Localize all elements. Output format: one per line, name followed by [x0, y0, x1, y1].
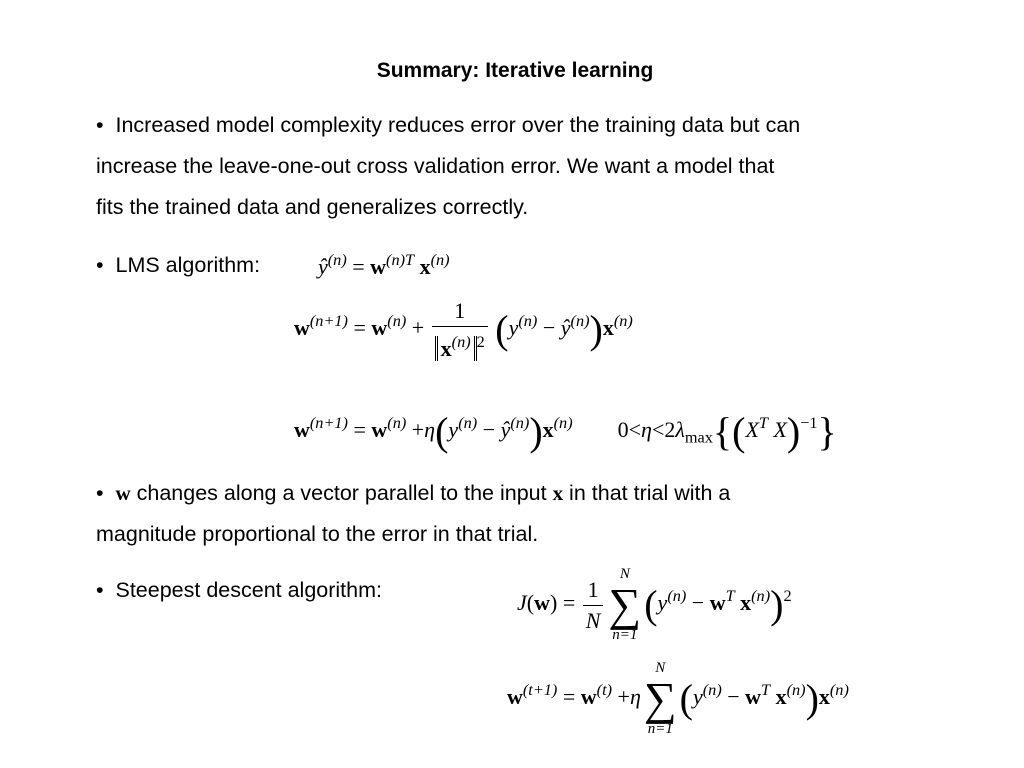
steepest-descent-label: Steepest descent algorithm:	[115, 578, 382, 602]
superscript: (n)	[451, 332, 471, 351]
eta-symbol: η	[424, 417, 436, 443]
superscript: (n)	[510, 413, 530, 433]
sigma-symbol: ∑	[608, 579, 642, 630]
superscript: (n+1)	[309, 311, 348, 331]
lambda-symbol: λ	[675, 417, 685, 443]
subscript: max	[684, 427, 713, 447]
less-than-sign: <	[651, 417, 665, 443]
bullet-marker: •	[96, 253, 104, 277]
lms-label: LMS algorithm:	[115, 253, 261, 277]
superscript: (n)	[829, 680, 849, 700]
superscript: (n)	[786, 680, 806, 700]
bullet-3-text: changes along a vector parallel to the input	[130, 481, 553, 505]
superscript: 2	[783, 586, 792, 606]
left-paren: (	[495, 306, 509, 352]
bullet-marker: •	[96, 113, 104, 137]
denominator: N	[583, 605, 604, 636]
bullet-1-text-line-1: Increased model complexity reduces error over the training data but can	[115, 113, 801, 137]
X-matrix: X	[745, 417, 759, 443]
X-matrix: X	[773, 417, 787, 443]
w-vector: w	[371, 417, 388, 443]
y-symbol: y	[448, 417, 459, 443]
right-paren: )	[549, 590, 558, 616]
right-brace: }	[817, 409, 837, 454]
equals-sign: =	[352, 253, 365, 279]
superscript: (n)	[430, 250, 450, 269]
w-vector: w	[294, 417, 310, 443]
x-vector: x	[552, 481, 564, 505]
x-vector: x	[419, 253, 431, 279]
bullet-1-line-2: increase the leave-one-out cross validation error. We want a model that	[96, 154, 775, 178]
x-vector: x	[602, 315, 614, 341]
w-vector: w	[507, 684, 523, 710]
equation-steepest-descent-update	[507, 660, 849, 738]
y-symbol: y	[693, 684, 703, 710]
w-vector: w	[371, 315, 388, 341]
x-vector: x	[775, 684, 787, 710]
equation-cost-function	[517, 566, 792, 644]
w-vector: w	[370, 253, 387, 279]
minus-sign: −	[691, 590, 705, 616]
superscript: (n)	[553, 413, 573, 433]
w-vector: w	[745, 684, 762, 710]
left-paren: (	[435, 409, 449, 454]
right-paren: )	[589, 306, 603, 352]
w-vector: w	[534, 590, 550, 616]
plus-sign: +	[411, 417, 425, 443]
eta-symbol: η	[629, 684, 641, 710]
superscript: (n)	[387, 413, 407, 433]
superscript: T	[758, 413, 768, 433]
equals-sign: =	[353, 315, 366, 341]
superscript: (n)	[327, 250, 347, 269]
J-symbol: J	[517, 590, 527, 616]
superscript: (n)	[613, 311, 633, 331]
left-paren: (	[526, 590, 535, 616]
yhat-symbol: ŷ	[318, 253, 328, 279]
bullet-3-line-1	[96, 473, 730, 514]
superscript: (n)	[751, 586, 771, 606]
left-paren: (	[679, 676, 693, 721]
y-symbol: y	[508, 315, 519, 341]
numerator: 1	[454, 298, 466, 323]
minus-sign: −	[727, 684, 740, 710]
w-vector: w	[580, 684, 597, 710]
fraction	[583, 575, 604, 636]
x-vector: x	[542, 417, 554, 443]
yhat-symbol: ŷ	[560, 315, 571, 341]
equation-normalized-lms-update	[294, 296, 633, 364]
superscript: (n)	[570, 311, 590, 331]
norm-bars	[435, 332, 477, 361]
bullet-1-line-1	[96, 105, 800, 146]
zero: 0	[617, 417, 629, 443]
bullet-4-line-1	[96, 570, 382, 611]
less-than-sign: <	[628, 417, 642, 443]
equals-sign: =	[353, 417, 366, 443]
bullet-3-line-2: magnitude proportional to the error in that trial.	[96, 522, 539, 546]
superscript: (n+1)	[309, 413, 348, 433]
right-paren: )	[805, 676, 819, 721]
right-paren: )	[529, 409, 543, 454]
left-paren: (	[732, 409, 746, 454]
equation-lms-prediction	[318, 250, 450, 280]
bullet-1-line-3: fits the trained data and generalizes correctly.	[96, 195, 529, 219]
bullet-2-line-1	[96, 245, 260, 286]
equals-sign: =	[562, 590, 576, 616]
w-vector: w	[115, 481, 131, 505]
right-paren: )	[786, 409, 801, 454]
sum-lower-limit: n=1	[612, 627, 638, 643]
superscript: −1	[800, 413, 818, 433]
left-paren: (	[644, 582, 658, 627]
superscript: (t+1)	[522, 680, 558, 700]
right-paren: )	[770, 582, 784, 627]
left-brace: {	[712, 409, 733, 454]
slide-title: Summary: Iterative learning	[376, 59, 654, 82]
sigma-symbol: ∑	[643, 673, 677, 724]
superscript: (n)	[667, 586, 687, 606]
plus-sign: +	[617, 684, 630, 710]
equals-sign: =	[562, 684, 576, 710]
superscript: 2	[476, 332, 485, 351]
sum-lower-limit: n=1	[647, 721, 673, 737]
bullet-3-text-end: in that trial with a	[563, 481, 731, 505]
numerator: 1	[587, 576, 599, 602]
two: 2	[664, 417, 676, 443]
summation	[644, 660, 677, 738]
superscript: (n)	[387, 311, 407, 331]
superscript: T	[761, 680, 771, 700]
x-vector: x	[818, 684, 830, 710]
minus-sign: −	[482, 417, 496, 443]
superscript: (t)	[596, 680, 613, 700]
superscript: T	[725, 586, 735, 606]
x-vector: x	[740, 590, 752, 616]
superscript: (n)	[458, 413, 478, 433]
eta-symbol: η	[641, 417, 652, 443]
denominator	[432, 326, 488, 364]
yhat-symbol: ŷ	[500, 417, 511, 443]
x-vector: x	[440, 335, 452, 361]
equation-lms-update	[294, 409, 837, 454]
superscript: (n)T	[386, 250, 415, 269]
minus-sign: −	[542, 315, 556, 341]
bullet-marker: •	[96, 481, 104, 505]
plus-sign: +	[411, 315, 425, 341]
fraction	[432, 296, 488, 364]
bullet-marker: •	[96, 578, 104, 602]
superscript: (n)	[518, 311, 538, 331]
w-vector: w	[294, 315, 310, 341]
y-symbol: y	[657, 590, 668, 616]
summation	[608, 566, 641, 644]
sum-upper-limit: N	[619, 566, 630, 582]
superscript: (n)	[702, 680, 722, 700]
sum-upper-limit: N	[655, 660, 666, 676]
w-vector: w	[709, 590, 726, 616]
